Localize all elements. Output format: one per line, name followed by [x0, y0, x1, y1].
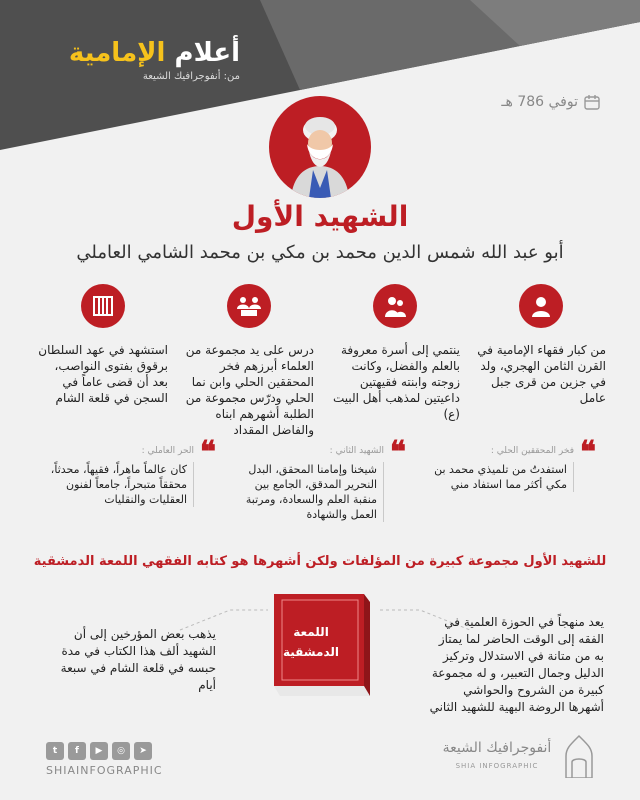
feature-study: درس على يد مجموعة من العلماء أبرزهم فخر المحققين الحلي وابن نما الحلي ودرّس مجموعة من الطلبة أشهرهم ابناه والفاضل المقداد	[184, 284, 314, 438]
calendar-icon	[584, 94, 600, 110]
telegram-icon[interactable]: ➤	[134, 742, 152, 760]
facebook-icon[interactable]: f	[68, 742, 86, 760]
quote-shahid-thani: ❝ الشهيد الثاني : شيخنا وإمامنا المحقق، البدل النحرير المدقق، الجامع بين منقبة العلم والسعادة، ومرتبة العمل والشهادة	[228, 442, 406, 524]
person-title: الشهيد الأول	[231, 200, 409, 233]
social-links	[46, 742, 152, 760]
works-banner: للشهيد الأول مجموعة كبيرة من المؤلفات ولكن أشهرها هو كتابه الفقهي اللمعة الدمشقية	[33, 554, 607, 569]
footer-logo: أنفوجرافيك الشيعة SHIA INFOGRAPHIC	[436, 734, 596, 778]
person-icon	[519, 284, 563, 328]
mosque-icon	[562, 734, 596, 778]
group-study-icon	[227, 284, 271, 328]
quote-fakhr: ❝ فخر المحققين الحلي : استفدتُ من تلميذي محمد بن مكي أكثر مما استفاد مني	[418, 442, 596, 524]
prison-icon	[81, 284, 125, 328]
social-handle: SHIAINFOGRAPHIC	[46, 764, 163, 777]
death-date: توفي 786 هـ	[484, 92, 600, 112]
book-history-note: يذهب بعض المؤرخين إلى أن الشهيد ألف هذا الكتاب في مدة حبسه في قلعة الشام في سبعة أيام	[60, 627, 216, 692]
brand-subtitle: من: أنفوجرافيك الشيعة	[142, 71, 240, 82]
book-title: اللمعة الدمشقية	[282, 625, 339, 659]
youtube-icon[interactable]: ▶	[90, 742, 108, 760]
quote-mark-icon: ❝	[389, 435, 406, 470]
brand-logo	[60, 38, 240, 82]
feature-martyrdom: استشهد في عهد السلطان برقوق بفتوى النواصب، بعد أن قضى عاماً في السجن في قلعة الشام	[38, 284, 168, 406]
person-full-name: أبو عبد الله شمس الدين محمد بن مكي بن محمد الشامي العاملي	[76, 242, 564, 263]
scholar-portrait	[269, 96, 371, 198]
book-description: يعد منهجاً في الحوزة العلمية في الفقه إلى الوقت الحاضر لما يمتاز به من متانة في الاستدلال وتركيز الدليل وجمال التعبير، و له مجموعة كبيرة من الشروح والحواشي أشهرها الروضة البهية للشهيد الثاني	[429, 615, 604, 714]
quote-hurr-amili: ❝ الحر العاملي : كان عالماً ماهراً، فقيهاً، محدثاً، محققاً متبحراً، جامعاً لفنون العقليات والنقليات	[38, 442, 216, 524]
brand-title: أعلام الإمامية	[68, 38, 240, 68]
quote-mark-icon: ❝	[199, 435, 216, 470]
family-icon	[373, 284, 417, 328]
feature-birth: من كبار فقهاء الإمامية في القرن الثامن الهجري، ولد في جزين من قرى جبل عامل	[476, 284, 606, 406]
instagram-icon[interactable]: ◎	[112, 742, 130, 760]
quote-mark-icon: ❝	[579, 435, 596, 470]
twitter-icon[interactable]: t	[46, 742, 64, 760]
feature-family: ينتمي إلى أسرة معروفة بالعلم والفضل، وكانت زوجته وابنته فقيهتين داعيتين لمذهب أهل البيت (ع)	[330, 284, 460, 422]
